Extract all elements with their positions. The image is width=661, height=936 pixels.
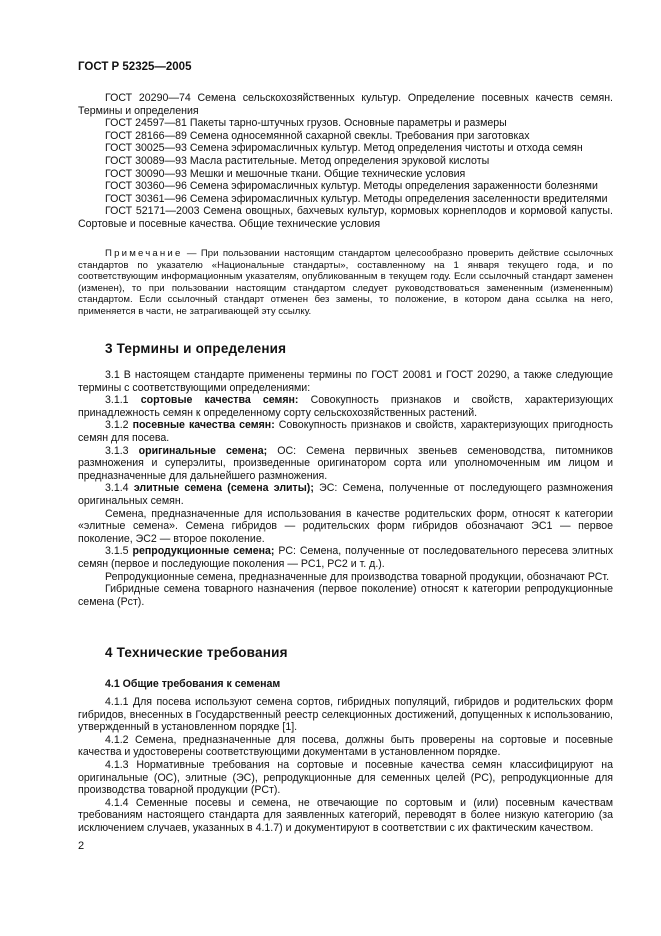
- section-3-body: [78, 369, 613, 608]
- reference-item: ГОСТ 24597—81 Пакеты тарно-штучных грузов. Основные параметры и размеры: [105, 117, 507, 130]
- paragraph-4-1-3: 4.1.3 Нормативные требования на сортовые и посевные качества семян классифицируют на оригинальные (ОС), элитные (ЭС), репродукционные для семенных целей (РС), репродукционные для производства товарной продукции (РСт).: [78, 758, 613, 797]
- paragraph-4-1-1: 4.1.1 Для посева используют семена сортов, гибридных популяций, гибридов и родительских форм гибридов, внесенных в Государственный реестр селекционных достижений, допущенных к использованию, утвержденный в установленном порядке [1].: [78, 696, 613, 734]
- term-name: элитные семена (семена элиты);: [133, 482, 314, 495]
- paragraph-hybrid: Гибридные семена товарного назначения (первое поколение) относят к категории репродукционные семена (Рст).: [78, 583, 613, 608]
- reference-item: ГОСТ 30090—93 Мешки и мешочные ткани. Общие технические условия: [105, 167, 466, 180]
- term-3-1-4: 3.1.4 элитные семена (семена элиты); ЭС: Семена, полученные от последующего размножения оригинальных семян.: [78, 482, 614, 507]
- references-list: [78, 92, 613, 231]
- subsection-4-1-heading: 4.1 Общие требования к семенам: [105, 678, 281, 690]
- term-name: репродукционные семена;: [132, 545, 275, 558]
- term-name: оригинальные семена;: [138, 444, 268, 457]
- paragraph-4-1-4: 4.1.4 Семенные посевы и семена, не отвечающие по сортовым и (или) посевным качествам требованиям настоящего стандарта для заявленных категорий, переводят в более низкую категорию (за исключением случаев, указанных в 4.1.7) и документируют в соответствии с их фактическим качеством.: [78, 796, 613, 834]
- section-4-body: [78, 696, 613, 835]
- note-block: [78, 248, 613, 318]
- paragraph-rst: Репродукционные семена, предназначенные для производства товарной продукции, обозначают РСт.: [105, 570, 610, 583]
- reference-item: ГОСТ 30025—93 Семена эфиромасличных культур. Метод определения чистоты и отхода семян: [105, 142, 583, 155]
- term-3-1-2: 3.1.2 посевные качества семян: Совокупность признаков и свойств, характеризующих пригодность семян для посева.: [78, 419, 613, 444]
- term-3-1-3: 3.1.3 оригинальные семена; ОС: Семена первичных звеньев семеноводства, питомников размножения и суперэлиты, произведенные оригинатором сорта или уполномоченным им лицом и предназначенные для дальнейшего размножения.: [78, 444, 613, 482]
- term-name: посевные качества семян:: [132, 419, 275, 432]
- reference-item: ГОСТ 20290—74 Семена сельскохозяйственных культур. Определение посевных качеств семян. Термины и определения: [78, 92, 613, 117]
- paragraph-3-1: 3.1 В настоящем стандарте применены термины по ГОСТ 20081 и ГОСТ 20290, а также следующие термины с соответствующими определениями:: [78, 369, 613, 394]
- reference-item: ГОСТ 52171—2003 Семена овощных, бахчевых культур, кормовых корнеплодов и кормовой капусты. Сортовые и посевные качества. Общие технические условия: [78, 205, 613, 230]
- document-header-id: ГОСТ Р 52325—2005: [78, 61, 192, 73]
- reference-item: ГОСТ 30361—96 Семена эфиромасличных культур. Методы определения заселенности вредителями: [105, 192, 608, 205]
- section-4-heading: 4 Технические требования: [105, 645, 288, 660]
- note-text: — При пользовании настоящим стандартом целесообразно проверить действие ссылочных стандартов по указателю «Национальные стандарты», составленному на 1 января текущего года, и по соответствующим информационным указателям, опубликованным в текущем году. Если ссылочный стандарт заменен (изменен), то при пользовании настоящим стандартом следует руководствоваться замененным (измененным) стандартом. Если ссылочный стандарт отменен без замены, то положение, в котором дана ссылка на него, применяется в части, не затрагивающей эту ссылку.: [78, 248, 613, 317]
- reference-item: ГОСТ 30360—96 Семена эфиромасличных культур. Методы определения зараженности болезнями: [105, 180, 598, 193]
- reference-item: ГОСТ 30089—93 Масла растительные. Метод определения эруковой кислоты: [105, 154, 490, 167]
- term-3-1-5: 3.1.5 репродукционные семена; РС: Семена, полученные от последовательного пересева элитных семян (первое и последующие поколения — РС1, РС2 и т. д.).: [78, 545, 613, 570]
- term-3-1-1: 3.1.1 сортовые качества семян: Совокупность признаков и свойств, характеризующих принадлежность семян к определенному сорту сельскохозяйственных растений.: [78, 394, 613, 419]
- reference-item: ГОСТ 28166—89 Семена односемянной сахарной свеклы. Требования при заготовках: [105, 129, 530, 142]
- note-label: Примечание: [105, 248, 183, 259]
- term-name: сортовые качества семян:: [140, 394, 299, 407]
- paragraph-elite-parents: Семена, предназначенные для использования в качестве родительских форм, относят к категории «элитные семена». Семена гибридов — родительских форм гибридов обозначают ЭС1 — первое поколение, ЭС2 — второе поколение.: [78, 507, 613, 545]
- paragraph-4-1-2: 4.1.2 Семена, предназначенные для посева, должны быть проверены на сортовые и посевные качества и удостоверены соответствующими документами в установленном порядке.: [78, 733, 613, 759]
- section-3-heading: 3 Термины и определения: [105, 341, 287, 356]
- page-number: 2: [78, 840, 85, 852]
